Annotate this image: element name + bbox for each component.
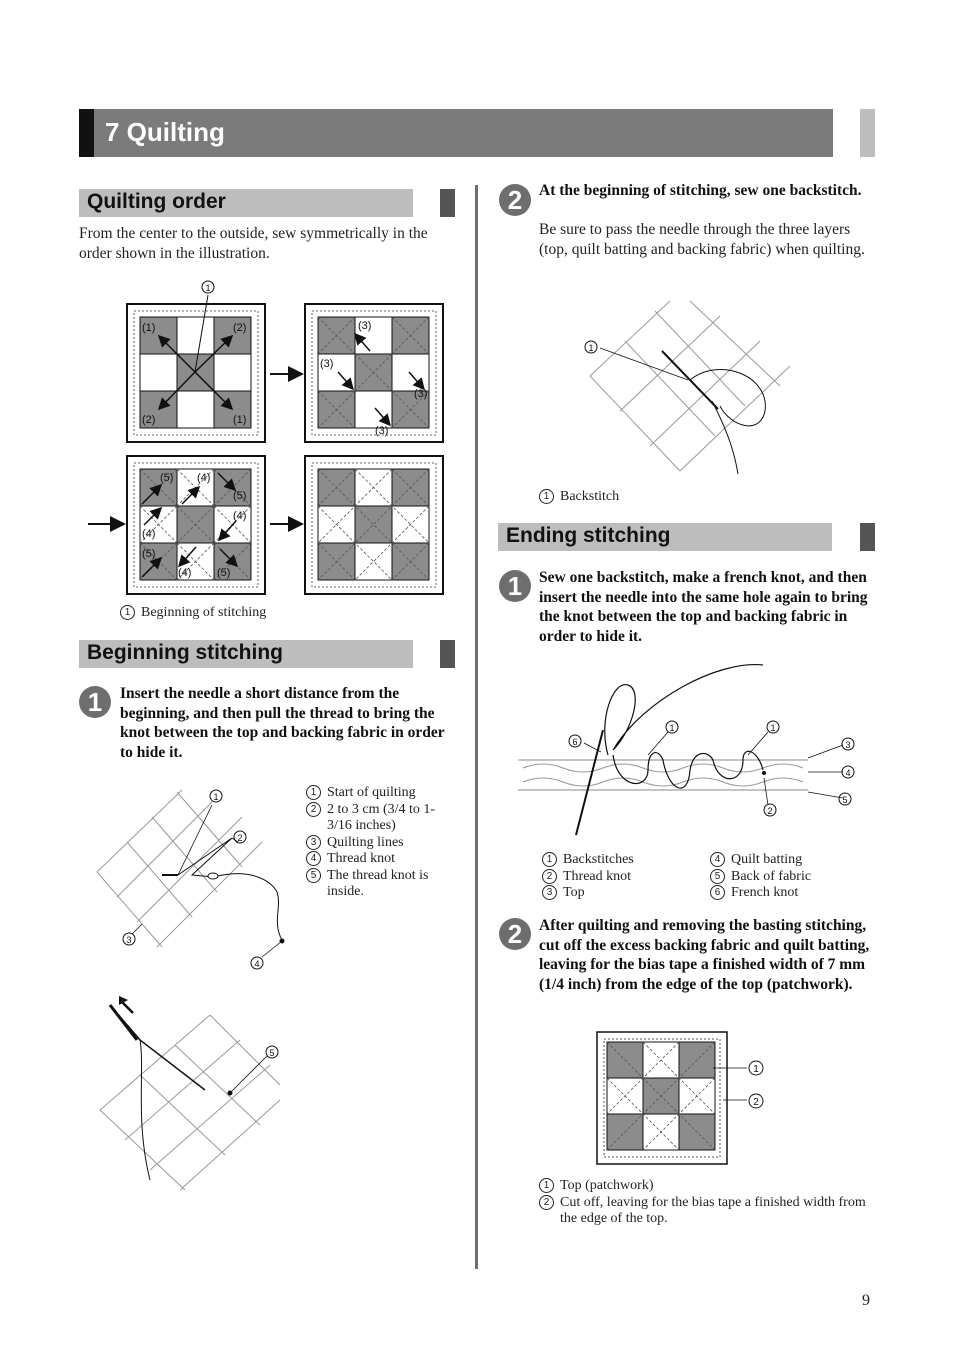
order-label: (1) <box>142 322 156 334</box>
backstitch-illustration <box>580 296 800 476</box>
section-title: Quilting order <box>87 190 226 213</box>
callout-number: 2 <box>767 806 773 816</box>
order-label: (3) <box>358 320 372 332</box>
order-label: (4) <box>197 472 211 484</box>
panel-1 <box>127 295 265 442</box>
section-heading-quilting-order <box>79 189 413 217</box>
panel-3 <box>127 456 265 594</box>
order-label: (4) <box>233 510 247 522</box>
beginning-stitch-illustration <box>92 782 302 977</box>
callout-number: 4 <box>845 768 851 778</box>
section-title: Beginning stitching <box>87 641 283 664</box>
order-label: (3) <box>375 425 389 437</box>
legend-text: The thread knot is inside. <box>327 867 429 899</box>
order-label: (5) <box>217 567 231 579</box>
callout-number: 3 <box>306 835 321 850</box>
legend-text: Start of quilting <box>327 785 416 800</box>
order-label: (4) <box>142 528 156 540</box>
callout-number: 1 <box>588 343 594 353</box>
legend-text: 2 to 3 cm (3/4 to 1-3/16 inches) <box>327 801 436 833</box>
legend-text: Back of fabric <box>731 868 812 884</box>
caption-text: Beginning of stitching <box>141 605 267 620</box>
callout-number: 2 <box>539 1195 554 1210</box>
chapter-side-tab <box>860 109 875 157</box>
callout-number: 5 <box>306 868 321 883</box>
panel-4 <box>305 456 443 594</box>
order-label: (5) <box>142 548 156 560</box>
callout-number: 1 <box>539 1178 554 1193</box>
order-label: (3) <box>414 388 428 400</box>
order-label: (2) <box>142 414 156 426</box>
callout-number: 3 <box>126 935 132 945</box>
section-tab <box>440 189 455 217</box>
step-instruction: Be sure to pass the needle through the three layers (top, quilt batting and backing fabric) when quilting. <box>539 221 865 258</box>
quilting-order-caption <box>120 605 266 622</box>
order-label: (1) <box>233 414 247 426</box>
callout-number: 1 <box>120 605 135 620</box>
step-instruction: Sew one backstitch, make a french knot, and then insert the needle into the same hole again to bring the knot between the top and backing fabric in order to hide it. <box>539 569 868 645</box>
legend-text: Top <box>563 885 585 900</box>
callout-number: 6 <box>572 737 578 747</box>
order-label: (5) <box>233 490 247 502</box>
order-label: (3) <box>320 358 334 370</box>
callout-number: 1 <box>753 1064 759 1075</box>
callout-number: 1 <box>306 785 321 800</box>
callout-number: 4 <box>254 959 260 969</box>
legend-text: Cut off, leaving for the bias tape a finished width from the edge of the top. <box>560 1194 866 1226</box>
ending-legend-left <box>542 852 707 902</box>
callout-number: 3 <box>845 740 851 750</box>
callout-number: 1 <box>213 792 219 802</box>
legend-text: Thread knot <box>327 851 396 866</box>
callout-number: 2 <box>753 1097 759 1108</box>
step-badge: 1 <box>499 570 531 602</box>
quilting-order-text: From the center to the outside, sew symmetrically in the order shown in the illustration. <box>79 225 428 262</box>
step-instruction: After quilting and removing the basting stitching, cut off the excess backing fabric and quilt batting, leaving for the bias tape a finished width of 7 mm (1/4 inch) from the edge of the top (patchwork). <box>539 917 870 993</box>
beginning-stitching-legend <box>306 785 456 901</box>
order-label: (2) <box>233 322 247 334</box>
callout-number: 1 <box>539 489 554 504</box>
section-heading-beginning-stitching <box>79 640 413 668</box>
callout-number: 1 <box>205 283 211 293</box>
ending-legend-right <box>710 852 870 902</box>
section-tab <box>440 640 455 668</box>
callout-number: 4 <box>306 851 321 866</box>
callout-number: 2 <box>306 802 321 817</box>
callout-number: 6 <box>710 885 725 900</box>
section-title: Ending stitching <box>506 524 671 547</box>
callout-number: 5 <box>269 1048 275 1058</box>
legend-text: Quilting lines <box>327 834 404 850</box>
backstitch-caption <box>539 489 619 506</box>
legend-text: Backstitches <box>563 852 634 867</box>
legend-text: Thread knot <box>563 868 632 884</box>
callout-number: 5 <box>842 795 848 805</box>
callout-number: 1 <box>669 723 675 733</box>
chapter-title: 7 Quilting <box>105 117 225 147</box>
callout-number: 1 <box>770 723 776 733</box>
step-instruction: Insert the needle a short distance from the beginning, and then pull the thread to bring the knot between the top and backing fabric in order to hide it. <box>120 685 445 761</box>
chapter-header-bar <box>79 109 833 157</box>
legend-text: Quilt batting <box>731 852 803 867</box>
legend-text: French knot <box>731 885 799 900</box>
callout-number: 2 <box>237 833 243 843</box>
callout-number: 2 <box>542 869 557 884</box>
step-badge: 2 <box>499 918 531 950</box>
section-heading-ending-stitching <box>498 523 832 551</box>
caption-text: Backstitch <box>560 489 620 504</box>
quilting-order-illustration <box>80 278 470 603</box>
panel-2 <box>305 304 443 442</box>
page-number: 9 <box>862 1292 870 1309</box>
callout-number: 1 <box>542 852 557 867</box>
knot-hidden-illustration <box>95 990 295 1195</box>
step-badge: 1 <box>79 686 111 718</box>
order-label: (4) <box>178 567 192 579</box>
callout-number: 4 <box>710 852 725 867</box>
step-title: At the beginning of stitching, sew one backstitch. <box>539 182 862 199</box>
order-label: (5) <box>160 472 174 484</box>
legend-text: Top (patchwork) <box>560 1178 654 1193</box>
trimmed-quilt-illustration <box>595 1030 775 1170</box>
chapter-header-accent <box>79 109 94 157</box>
trimmed-quilt-legend <box>539 1178 874 1228</box>
callout-number: 5 <box>710 869 725 884</box>
column-divider <box>475 185 478 1269</box>
step-badge: 2 <box>499 184 531 216</box>
callout-number: 3 <box>542 885 557 900</box>
section-tab <box>860 523 875 551</box>
french-knot-illustration <box>518 660 863 840</box>
